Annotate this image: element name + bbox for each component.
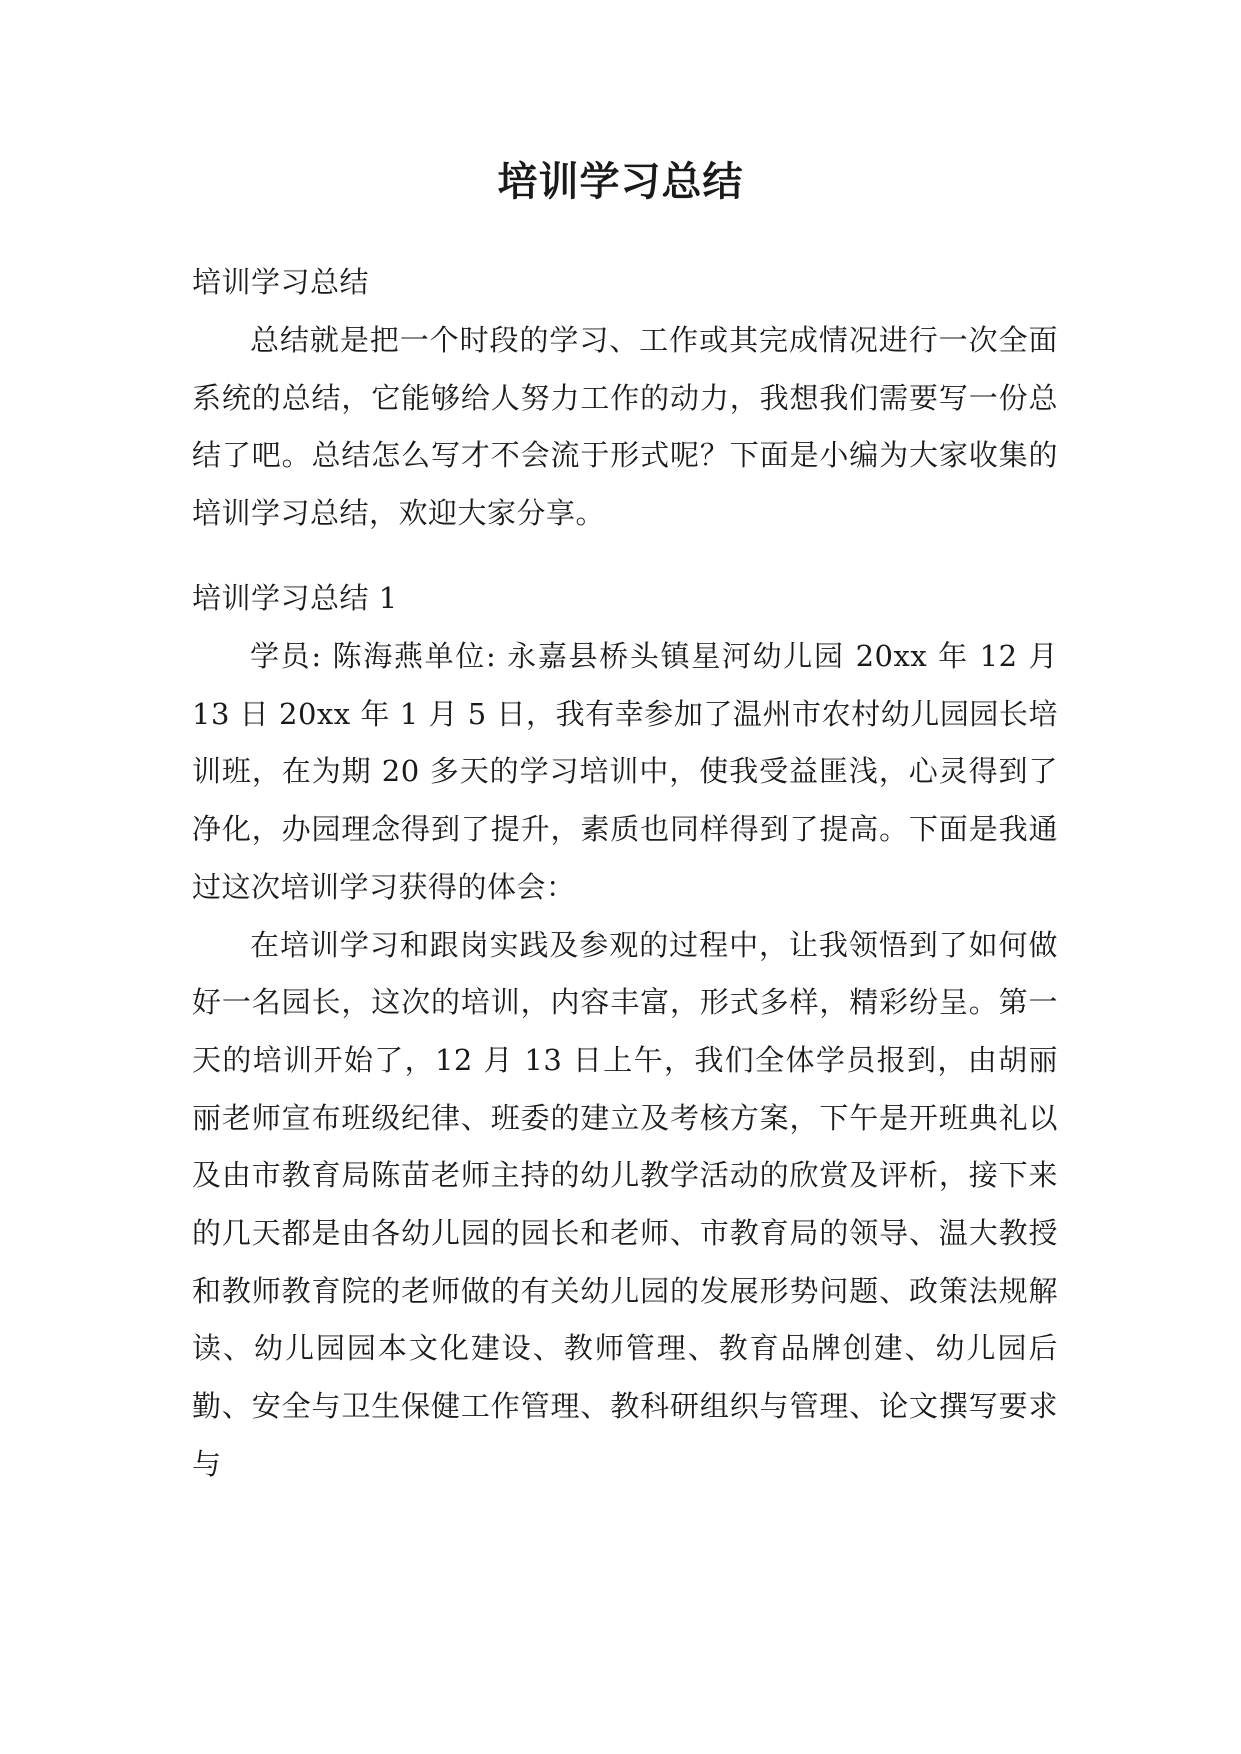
document-title: 培训学习总结: [497, 158, 744, 205]
intro-section: [192, 312, 1058, 543]
section-1-paragraph: 在培训学习和跟岗实践及参观的过程中，让我领悟到了如何做好一名园长，这次的培训，内容丰富，形式多样，精彩纷呈。第一天的培训开始了，12 月 13 日上午，我们全体学员报到，由胡丽丽老师宣布班级纪律、班委的建立及考核方案，下午是开班典礼以及由市教育局陈苗老师主持的幼儿教学活动的欣赏及评析，接下来的几天都是由各幼儿园的园长和老师、市教育局的领导、温大教授和教师教育院的老师做的有关幼儿园的发展形势问题、政策法规解读、幼儿园园本文化建设、教师管理、教育品牌创建、幼儿园后勤、安全与卫生保健工作管理、教科研组织与管理、论文撰写要求与: [192, 927, 1058, 1481]
intro-heading: 培训学习总结: [192, 265, 370, 299]
intro-paragraph: 总结就是把一个时段的学习、工作或其完成情况进行一次全面系统的总结，它能够给人努力工作的动力，我想我们需要写一份总结了吧。总结怎么写才不会流于形式呢？下面是小编为大家收集的培训学习总结，欢迎大家分享。: [192, 323, 1058, 531]
section-1-heading: 培训学习总结 1: [192, 581, 398, 615]
section-1-body: [192, 628, 1058, 1494]
section-1-paragraph: 学员: 陈海燕单位: 永嘉县桥头镇星河幼儿园 20xx 年 12 月 13 日 20xx 年 1 月 5 日，我有幸参加了温州市农村幼儿园园长培训班，在为期 20 多天的学习培训中，使我受益匪浅，心灵得到了净化，办园理念得到了提升，素质也同样得到了提高。下面是我通过这次培训学习获得的体会：: [192, 639, 1058, 904]
